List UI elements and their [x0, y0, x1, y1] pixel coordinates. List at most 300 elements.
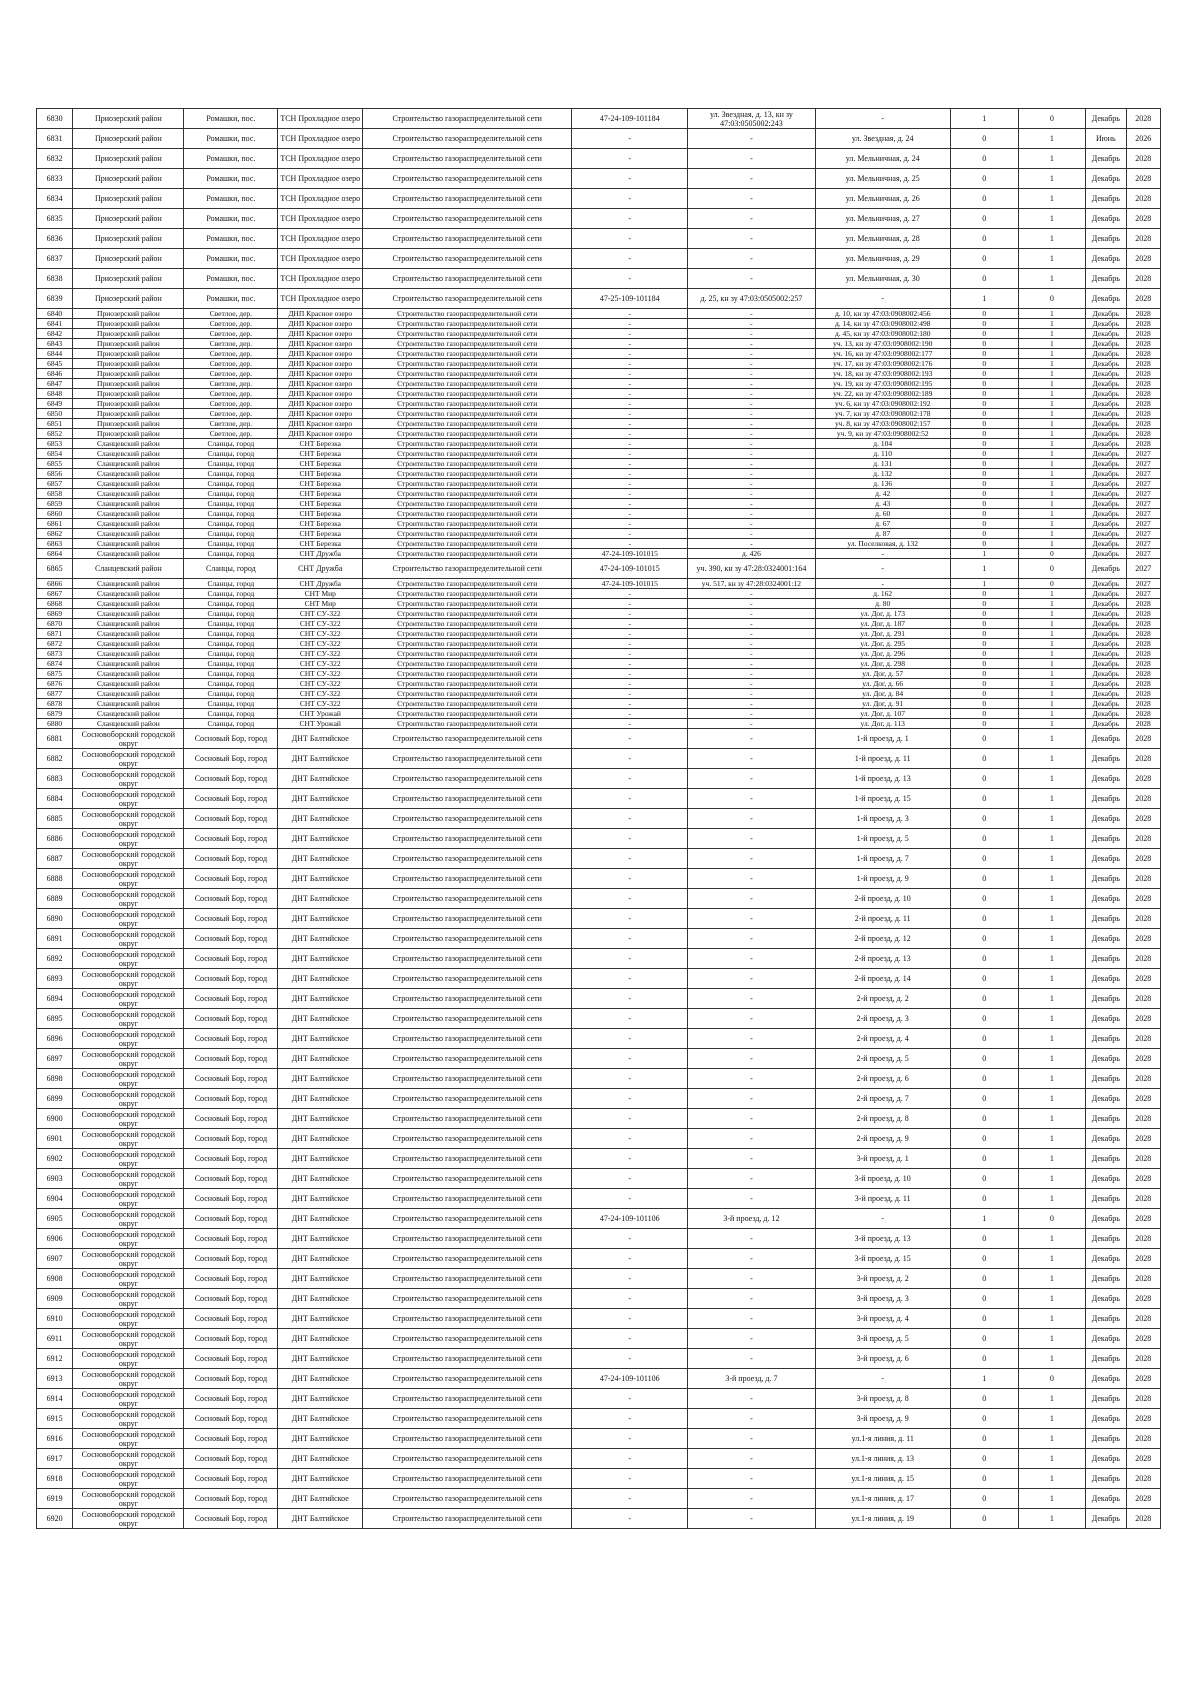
settlement-cell: Ромашки, пос. — [184, 189, 278, 209]
work-type-cell: Строительство газораспределительной сети — [363, 479, 572, 489]
cadastral-block-cell: 47-25-109-101184 — [572, 289, 688, 309]
settlement-cell: Светлое, дер. — [184, 319, 278, 329]
connected-address-cell: - — [688, 599, 815, 609]
cadastral-block-cell: - — [572, 149, 688, 169]
table-row — [37, 1089, 1161, 1109]
settlement-cell: Сосновый Бор, город — [184, 1489, 278, 1509]
count-planned-cell: 1 — [1018, 349, 1086, 359]
organization-cell: СНТ СУ-322 — [278, 649, 363, 659]
planned-address-cell: 3-й проезд, д. 11 — [815, 1189, 950, 1209]
connected-address-cell: - — [688, 539, 815, 549]
organization-cell: СНТ СУ-322 — [278, 619, 363, 629]
year-cell: 2028 — [1126, 209, 1160, 229]
district-cell: Сосновоборский городской округ — [73, 1489, 184, 1509]
row-number: 6837 — [37, 249, 73, 269]
year-cell: 2028 — [1126, 929, 1160, 949]
table-row — [37, 429, 1161, 439]
row-number: 6899 — [37, 1089, 73, 1109]
district-cell: Сосновоборский городской округ — [73, 1069, 184, 1089]
planned-address-cell: - — [815, 289, 950, 309]
organization-cell: ДНТ Балтийское — [278, 969, 363, 989]
planned-address-cell: 1-й проезд, д. 7 — [815, 849, 950, 869]
district-cell: Сосновоборский городской округ — [73, 1149, 184, 1169]
cadastral-block-cell: - — [572, 329, 688, 339]
district-cell: Сосновоборский городской округ — [73, 849, 184, 869]
planned-address-cell: - — [815, 579, 950, 589]
district-cell: Сланцевский район — [73, 489, 184, 499]
count-planned-cell: 1 — [1018, 829, 1086, 849]
settlement-cell: Ромашки, пос. — [184, 289, 278, 309]
connected-address-cell: - — [688, 129, 815, 149]
settlement-cell: Сосновый Бор, город — [184, 969, 278, 989]
work-type-cell: Строительство газораспределительной сети — [363, 469, 572, 479]
year-cell: 2028 — [1126, 319, 1160, 329]
year-cell: 2028 — [1126, 269, 1160, 289]
connected-address-cell: - — [688, 729, 815, 749]
count-planned-cell: 1 — [1018, 1289, 1086, 1309]
row-number: 6857 — [37, 479, 73, 489]
cadastral-block-cell: - — [572, 1389, 688, 1409]
row-number: 6906 — [37, 1229, 73, 1249]
work-type-cell: Строительство газораспределительной сети — [363, 1509, 572, 1529]
organization-cell: ДНТ Балтийское — [278, 1069, 363, 1089]
count-planned-cell: 1 — [1018, 1169, 1086, 1189]
year-cell: 2028 — [1126, 1109, 1160, 1129]
row-number: 6875 — [37, 669, 73, 679]
table-row — [37, 1129, 1161, 1149]
count-connected-cell: 0 — [950, 769, 1018, 789]
count-planned-cell: 1 — [1018, 479, 1086, 489]
district-cell: Сланцевский район — [73, 439, 184, 449]
work-type-cell: Строительство газораспределительной сети — [363, 309, 572, 319]
connected-address-cell: - — [688, 589, 815, 599]
settlement-cell: Сосновый Бор, город — [184, 1109, 278, 1129]
organization-cell: ДНТ Балтийское — [278, 829, 363, 849]
row-number: 6883 — [37, 769, 73, 789]
year-cell: 2028 — [1126, 729, 1160, 749]
count-connected-cell: 0 — [950, 449, 1018, 459]
work-type-cell: Строительство газораспределительной сети — [363, 869, 572, 889]
table-row — [37, 359, 1161, 369]
year-cell: 2027 — [1126, 529, 1160, 539]
table-row — [37, 289, 1161, 309]
table-row — [37, 1029, 1161, 1049]
planned-address-cell: 2-й проезд, д. 13 — [815, 949, 950, 969]
connected-address-cell: - — [688, 389, 815, 399]
planned-address-cell: 1-й проезд, д. 3 — [815, 809, 950, 829]
month-cell: Декабрь — [1086, 1409, 1126, 1429]
row-number: 6869 — [37, 609, 73, 619]
count-planned-cell: 1 — [1018, 1189, 1086, 1209]
district-cell: Приозерский район — [73, 309, 184, 319]
month-cell: Декабрь — [1086, 889, 1126, 909]
planned-address-cell: ул. Дог, д. 107 — [815, 709, 950, 719]
district-cell: Приозерский район — [73, 409, 184, 419]
organization-cell: ТСН Прохладное озеро — [278, 209, 363, 229]
organization-cell: СНТ Березка — [278, 529, 363, 539]
connected-address-cell: - — [688, 639, 815, 649]
year-cell: 2027 — [1126, 559, 1160, 579]
count-connected-cell: 0 — [950, 1249, 1018, 1269]
connected-address-cell: - — [688, 249, 815, 269]
year-cell: 2028 — [1126, 349, 1160, 359]
count-connected-cell: 0 — [950, 1469, 1018, 1489]
year-cell: 2027 — [1126, 499, 1160, 509]
row-number: 6905 — [37, 1209, 73, 1229]
work-type-cell: Строительство газораспределительной сети — [363, 1489, 572, 1509]
work-type-cell: Строительство газораспределительной сети — [363, 929, 572, 949]
district-cell: Сланцевский район — [73, 649, 184, 659]
connected-address-cell: - — [688, 1169, 815, 1189]
district-cell: Сосновоборский городской округ — [73, 1289, 184, 1309]
month-cell: Декабрь — [1086, 619, 1126, 629]
year-cell: 2026 — [1126, 129, 1160, 149]
cadastral-block-cell: - — [572, 1049, 688, 1069]
cadastral-block-cell: - — [572, 729, 688, 749]
table-row — [37, 339, 1161, 349]
organization-cell: ТСН Прохладное озеро — [278, 109, 363, 129]
table-row — [37, 769, 1161, 789]
connected-address-cell: - — [688, 439, 815, 449]
count-connected-cell: 0 — [950, 589, 1018, 599]
settlement-cell: Сосновый Бор, город — [184, 889, 278, 909]
work-type-cell: Строительство газораспределительной сети — [363, 1309, 572, 1329]
count-connected-cell: 0 — [950, 459, 1018, 469]
connected-address-cell: - — [688, 1249, 815, 1269]
cadastral-block-cell: - — [572, 1269, 688, 1289]
table-row — [37, 1309, 1161, 1329]
planned-address-cell: 2-й проезд, д. 6 — [815, 1069, 950, 1089]
work-type-cell: Строительство газораспределительной сети — [363, 369, 572, 379]
count-connected-cell: 0 — [950, 1349, 1018, 1369]
cadastral-block-cell: - — [572, 789, 688, 809]
district-cell: Сосновоборский городской округ — [73, 789, 184, 809]
count-connected-cell: 0 — [950, 1269, 1018, 1289]
district-cell: Сосновоборский городской округ — [73, 1169, 184, 1189]
year-cell: 2028 — [1126, 1189, 1160, 1209]
district-cell: Сланцевский район — [73, 539, 184, 549]
work-type-cell: Строительство газораспределительной сети — [363, 789, 572, 809]
organization-cell: ДНТ Балтийское — [278, 1349, 363, 1369]
count-planned-cell: 1 — [1018, 949, 1086, 969]
count-connected-cell: 0 — [950, 399, 1018, 409]
organization-cell: ДНТ Балтийское — [278, 769, 363, 789]
row-number: 6908 — [37, 1269, 73, 1289]
month-cell: Декабрь — [1086, 1489, 1126, 1509]
planned-address-cell: уч. 22, кн зу 47:03:0908002:189 — [815, 389, 950, 399]
organization-cell: ДНТ Балтийское — [278, 1009, 363, 1029]
connected-address-cell: - — [688, 189, 815, 209]
count-planned-cell: 1 — [1018, 409, 1086, 419]
settlement-cell: Ромашки, пос. — [184, 129, 278, 149]
settlement-cell: Сланцы, город — [184, 459, 278, 469]
row-number: 6855 — [37, 459, 73, 469]
cadastral-block-cell: - — [572, 1089, 688, 1109]
connected-address-cell: - — [688, 399, 815, 409]
table-row — [37, 1009, 1161, 1029]
row-number: 6895 — [37, 1009, 73, 1029]
work-type-cell: Строительство газораспределительной сети — [363, 359, 572, 369]
work-type-cell: Строительство газораспределительной сети — [363, 209, 572, 229]
year-cell: 2028 — [1126, 679, 1160, 689]
year-cell: 2028 — [1126, 609, 1160, 619]
organization-cell: ДНП Красное озеро — [278, 359, 363, 369]
settlement-cell: Светлое, дер. — [184, 409, 278, 419]
work-type-cell: Строительство газораспределительной сети — [363, 549, 572, 559]
district-cell: Сосновоборский городской округ — [73, 1509, 184, 1529]
cadastral-block-cell: - — [572, 1149, 688, 1169]
organization-cell: СНТ Березка — [278, 469, 363, 479]
count-connected-cell: 0 — [950, 659, 1018, 669]
settlement-cell: Сланцы, город — [184, 449, 278, 459]
year-cell: 2028 — [1126, 1269, 1160, 1289]
year-cell: 2027 — [1126, 479, 1160, 489]
connected-address-cell: - — [688, 649, 815, 659]
organization-cell: ДНТ Балтийское — [278, 789, 363, 809]
month-cell: Декабрь — [1086, 319, 1126, 329]
cadastral-block-cell: - — [572, 1409, 688, 1429]
cadastral-block-cell: - — [572, 509, 688, 519]
year-cell: 2028 — [1126, 969, 1160, 989]
district-cell: Приозерский район — [73, 349, 184, 359]
year-cell: 2028 — [1126, 1069, 1160, 1089]
organization-cell: ДНТ Балтийское — [278, 1149, 363, 1169]
district-cell: Приозерский район — [73, 209, 184, 229]
count-planned-cell: 0 — [1018, 579, 1086, 589]
planned-address-cell: д. 136 — [815, 479, 950, 489]
count-planned-cell: 1 — [1018, 189, 1086, 209]
row-number: 6866 — [37, 579, 73, 589]
year-cell: 2028 — [1126, 439, 1160, 449]
month-cell: Декабрь — [1086, 549, 1126, 559]
year-cell: 2028 — [1126, 1229, 1160, 1249]
cadastral-block-cell: - — [572, 869, 688, 889]
table-row — [37, 209, 1161, 229]
count-planned-cell: 1 — [1018, 719, 1086, 729]
organization-cell: СНТ Березка — [278, 459, 363, 469]
table-row — [37, 689, 1161, 699]
year-cell: 2028 — [1126, 409, 1160, 419]
settlement-cell: Светлое, дер. — [184, 349, 278, 359]
month-cell: Декабрь — [1086, 909, 1126, 929]
district-cell: Сланцевский район — [73, 639, 184, 649]
planned-address-cell: ул. Мельничная, д. 25 — [815, 169, 950, 189]
count-connected-cell: 0 — [950, 699, 1018, 709]
count-planned-cell: 1 — [1018, 1229, 1086, 1249]
count-connected-cell: 0 — [950, 789, 1018, 809]
connected-address-cell: - — [688, 749, 815, 769]
row-number: 6881 — [37, 729, 73, 749]
planned-address-cell: 3-й проезд, д. 1 — [815, 1149, 950, 1169]
count-planned-cell: 1 — [1018, 459, 1086, 469]
count-connected-cell: 0 — [950, 329, 1018, 339]
district-cell: Сланцевский район — [73, 579, 184, 589]
planned-address-cell: д. 43 — [815, 499, 950, 509]
planned-address-cell: уч. 8, кн зу 47:03:0908002:157 — [815, 419, 950, 429]
work-type-cell: Строительство газораспределительной сети — [363, 769, 572, 789]
count-planned-cell: 1 — [1018, 1309, 1086, 1329]
work-type-cell: Строительство газораспределительной сети — [363, 499, 572, 509]
organization-cell: СНТ СУ-322 — [278, 699, 363, 709]
settlement-cell: Светлое, дер. — [184, 369, 278, 379]
month-cell: Декабрь — [1086, 1469, 1126, 1489]
cadastral-block-cell: 47-24-109-101106 — [572, 1369, 688, 1389]
row-number: 6892 — [37, 949, 73, 969]
row-number: 6868 — [37, 599, 73, 609]
organization-cell: ДНП Красное озеро — [278, 419, 363, 429]
planned-address-cell: ул. Дог, д. 187 — [815, 619, 950, 629]
district-cell: Сланцевский район — [73, 629, 184, 639]
district-cell: Сланцевский район — [73, 509, 184, 519]
month-cell: Декабрь — [1086, 559, 1126, 579]
district-cell: Сосновоборский городской округ — [73, 869, 184, 889]
year-cell: 2028 — [1126, 309, 1160, 319]
row-number: 6835 — [37, 209, 73, 229]
district-cell: Сосновоборский городской округ — [73, 1329, 184, 1349]
row-number: 6877 — [37, 689, 73, 699]
connected-address-cell: - — [688, 449, 815, 459]
district-cell: Приозерский район — [73, 229, 184, 249]
organization-cell: ДНП Красное озеро — [278, 399, 363, 409]
organization-cell: ТСН Прохладное озеро — [278, 129, 363, 149]
year-cell: 2028 — [1126, 1149, 1160, 1169]
organization-cell: ДНП Красное озеро — [278, 329, 363, 339]
count-planned-cell: 1 — [1018, 729, 1086, 749]
count-planned-cell: 1 — [1018, 519, 1086, 529]
count-connected-cell: 0 — [950, 849, 1018, 869]
settlement-cell: Светлое, дер. — [184, 329, 278, 339]
district-cell: Сланцевский район — [73, 529, 184, 539]
row-number: 6916 — [37, 1429, 73, 1449]
planned-address-cell: д. 110 — [815, 449, 950, 459]
planned-address-cell: 1-й проезд, д. 15 — [815, 789, 950, 809]
district-cell: Сланцевский район — [73, 669, 184, 679]
connected-address-cell: д. 25, кн зу 47:03:0505002:257 — [688, 289, 815, 309]
year-cell: 2028 — [1126, 629, 1160, 639]
work-type-cell: Строительство газораспределительной сети — [363, 489, 572, 499]
work-type-cell: Строительство газораспределительной сети — [363, 1189, 572, 1209]
work-type-cell: Строительство газораспределительной сети — [363, 379, 572, 389]
planned-address-cell: 3-й проезд, д. 13 — [815, 1229, 950, 1249]
row-number: 6891 — [37, 929, 73, 949]
organization-cell: ДНТ Балтийское — [278, 1229, 363, 1249]
row-number: 6917 — [37, 1449, 73, 1469]
connected-address-cell: - — [688, 169, 815, 189]
organization-cell: ДНТ Балтийское — [278, 989, 363, 1009]
work-type-cell: Строительство газораспределительной сети — [363, 1469, 572, 1489]
count-connected-cell: 0 — [950, 1009, 1018, 1029]
year-cell: 2027 — [1126, 489, 1160, 499]
connected-address-cell: уч. 517, кн зу 47:28:0324001:12 — [688, 579, 815, 589]
planned-address-cell: 3-й проезд, д. 2 — [815, 1269, 950, 1289]
work-type-cell: Строительство газораспределительной сети — [363, 1329, 572, 1349]
cadastral-block-cell: - — [572, 689, 688, 699]
planned-address-cell: уч. 18, кн зу 47:03:0908002:193 — [815, 369, 950, 379]
count-connected-cell: 0 — [950, 1069, 1018, 1089]
work-type-cell: Строительство газораспределительной сети — [363, 1129, 572, 1149]
settlement-cell: Сосновый Бор, город — [184, 1349, 278, 1369]
year-cell: 2028 — [1126, 379, 1160, 389]
row-number: 6848 — [37, 389, 73, 399]
planned-address-cell: д. 45, кн зу 47:03:0908002:180 — [815, 329, 950, 339]
count-planned-cell: 1 — [1018, 619, 1086, 629]
count-connected-cell: 0 — [950, 479, 1018, 489]
row-number: 6896 — [37, 1029, 73, 1049]
month-cell: Декабрь — [1086, 1269, 1126, 1289]
work-type-cell: Строительство газораспределительной сети — [363, 909, 572, 929]
month-cell: Декабрь — [1086, 149, 1126, 169]
connected-address-cell: - — [688, 149, 815, 169]
month-cell: Декабрь — [1086, 1449, 1126, 1469]
planned-address-cell: ул. Дог, д. 173 — [815, 609, 950, 619]
settlement-cell: Сланцы, город — [184, 539, 278, 549]
organization-cell: ДНТ Балтийское — [278, 929, 363, 949]
year-cell: 2028 — [1126, 429, 1160, 439]
connected-address-cell: - — [688, 929, 815, 949]
row-number: 6915 — [37, 1409, 73, 1429]
cadastral-block-cell: - — [572, 129, 688, 149]
month-cell: Декабрь — [1086, 1309, 1126, 1329]
table-row — [37, 449, 1161, 459]
district-cell: Сланцевский район — [73, 519, 184, 529]
settlement-cell: Сланцы, город — [184, 589, 278, 599]
month-cell: Декабрь — [1086, 459, 1126, 469]
cadastral-block-cell: - — [572, 1189, 688, 1209]
count-connected-cell: 0 — [950, 989, 1018, 1009]
count-connected-cell: 0 — [950, 419, 1018, 429]
count-planned-cell: 1 — [1018, 449, 1086, 459]
month-cell: Декабрь — [1086, 1149, 1126, 1169]
cadastral-block-cell: - — [572, 1429, 688, 1449]
table-row — [37, 539, 1161, 549]
settlement-cell: Сосновый Бор, город — [184, 1169, 278, 1189]
count-connected-cell: 0 — [950, 519, 1018, 529]
settlement-cell: Сосновый Бор, город — [184, 1149, 278, 1169]
planned-address-cell: д. 80 — [815, 599, 950, 609]
month-cell: Декабрь — [1086, 1009, 1126, 1029]
settlement-cell: Сланцы, город — [184, 469, 278, 479]
settlement-cell: Сосновый Бор, город — [184, 1249, 278, 1269]
planned-address-cell: 3-й проезд, д. 8 — [815, 1389, 950, 1409]
table-row — [37, 1469, 1161, 1489]
count-connected-cell: 1 — [950, 289, 1018, 309]
count-connected-cell: 0 — [950, 499, 1018, 509]
organization-cell: СНТ Урожай — [278, 719, 363, 729]
work-type-cell: Строительство газораспределительной сети — [363, 599, 572, 609]
month-cell: Декабрь — [1086, 769, 1126, 789]
connected-address-cell: - — [688, 1189, 815, 1209]
month-cell: Декабрь — [1086, 529, 1126, 539]
year-cell: 2028 — [1126, 1309, 1160, 1329]
month-cell: Декабрь — [1086, 669, 1126, 679]
planned-address-cell: 2-й проезд, д. 3 — [815, 1009, 950, 1029]
connected-address-cell: ул. Звездная, д. 13, кн зу 47:03:0505002:243 — [688, 109, 815, 129]
year-cell: 2028 — [1126, 169, 1160, 189]
row-number: 6919 — [37, 1489, 73, 1509]
district-cell: Сосновоборский городской округ — [73, 1129, 184, 1149]
planned-address-cell: ул. Мельничная, д. 30 — [815, 269, 950, 289]
month-cell: Декабрь — [1086, 849, 1126, 869]
count-connected-cell: 0 — [950, 1149, 1018, 1169]
year-cell: 2027 — [1126, 519, 1160, 529]
settlement-cell: Сосновый Бор, город — [184, 1289, 278, 1309]
count-planned-cell: 1 — [1018, 149, 1086, 169]
organization-cell: СНТ Березка — [278, 539, 363, 549]
count-connected-cell: 0 — [950, 619, 1018, 629]
cadastral-block-cell: - — [572, 669, 688, 679]
organization-cell: ДНТ Балтийское — [278, 869, 363, 889]
planned-address-cell: 3-й проезд, д. 15 — [815, 1249, 950, 1269]
